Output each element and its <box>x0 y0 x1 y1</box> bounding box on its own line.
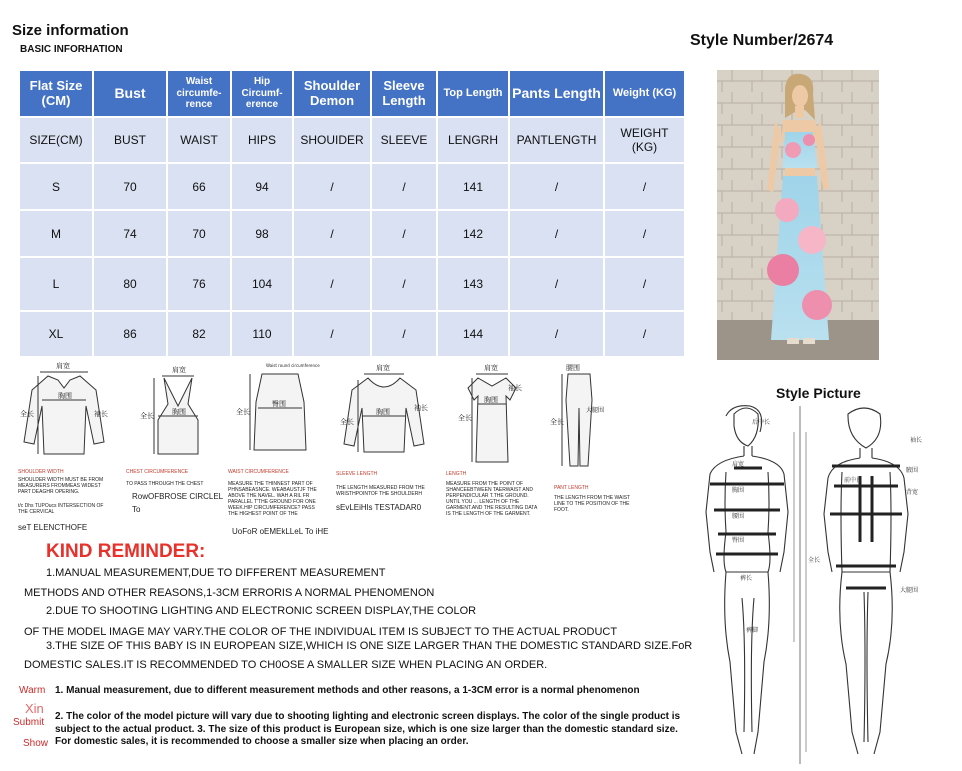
sub-sleeve: SLEEVE <box>371 117 437 163</box>
table-subheader-row <box>19 117 685 163</box>
guide-camisole <box>128 360 228 460</box>
guide-label: sEvLEiHls TESTADAR0 <box>336 503 422 512</box>
sketch-tag: 裤长 <box>740 575 753 582</box>
table-cell: / <box>604 311 685 357</box>
page-title: Size information <box>12 22 129 39</box>
guide-pants <box>548 360 608 472</box>
guide-label: 胸围 <box>376 408 390 416</box>
reminder-line: METHODS AND OTHER REASONS,1-3CM ERRORIS A NORMAL PHENOMENON <box>24 587 435 599</box>
guide-caption: MEASURE THE THINNEST PART OF PHNSABEASNCE. WEABAUSTJF THE ABOVE THE NAVEL. WAH A RIL FR PARALLEL T'THE GROUND FOR ONE WEEK.HIP CIRCUMFERENCE? PASS THE HIGHEST POINT OF THE <box>228 481 317 517</box>
guide-label: 袖长 <box>94 410 108 418</box>
guide-label: To <box>132 505 141 514</box>
guide-label: 臀围 <box>272 400 286 408</box>
reminder-line: 1.MANUAL MEASUREMENT,DUE TO DIFFERENT MEASUREMENT <box>46 567 386 579</box>
sketch-tag: 全长 <box>808 557 821 564</box>
reminder-line: DOMESTIC SALES.IT IS RECOMMENDED TO CH0OSE A SMALLER SIZE WHEN PLACING AN ORDER. <box>24 659 548 671</box>
page-subtitle: BASIC INFORHATION <box>20 44 123 55</box>
header-top-length: Top Length <box>437 70 509 117</box>
guide-label: 肩宽 <box>484 364 498 372</box>
warm-note: 2. The color of the model picture will vary due to shooting lighting and electronic screen displays. The color of the single product is subject to the actual product. 3. The size of this product is European size, which is one size larger than the domestic standard size. For domestic sales, it is recommended to choose a smaller size when placing an order. <box>55 711 681 747</box>
warm-note: 1. Manual measurement, due to different measurement methods and other reasons, a 1-3CM error is a normal phenomenon <box>55 685 640 696</box>
header-bust: Bust <box>93 70 167 117</box>
guide-label: 大腿围 <box>586 407 605 414</box>
header-sleeve: Sleeve Length <box>371 70 437 117</box>
size-table <box>18 69 686 358</box>
table-cell: / <box>293 311 371 357</box>
guide-longsleeve <box>334 360 434 460</box>
table-cell: / <box>371 210 437 257</box>
model-photo <box>717 70 879 360</box>
guide-caption-title: SLEEVE LENGTH <box>336 471 378 477</box>
warm-label: Show <box>23 738 49 749</box>
sketch-tag: 腰围 <box>732 513 745 520</box>
table-cell: / <box>371 311 437 357</box>
table-cell: 82 <box>167 311 231 357</box>
sketch-tag: 腋围 <box>906 467 919 474</box>
sub-hips: HIPS <box>231 117 293 163</box>
table-cell: / <box>293 210 371 257</box>
warm-label: Warm <box>19 685 46 696</box>
sub-size: SIZE(CM) <box>19 117 93 163</box>
guide-label: 袖长 <box>414 404 428 412</box>
sketch-tag: 袖长 <box>910 437 923 444</box>
warm-label: Xin <box>25 701 44 716</box>
sub-weight: WEIGHT (KG) <box>604 117 685 163</box>
guide-caption: TO PASS THROUGH THE CHEST <box>126 481 204 487</box>
guide-jacket <box>14 360 114 460</box>
sub-pantlength: PANTLENGTH <box>509 117 604 163</box>
guide-caption-title: SHOULDER WIDTH <box>18 469 64 475</box>
table-cell: / <box>604 163 685 210</box>
guide-label: 全长 <box>140 412 154 420</box>
sketch-tag: 大腿围 <box>900 587 919 594</box>
sub-waist: WAIST <box>167 117 231 163</box>
table-cell: / <box>371 257 437 311</box>
guide-label: 腰围 <box>566 364 580 372</box>
sub-length: LENGRH <box>437 117 509 163</box>
sketch-tag: 前中长 <box>844 477 863 484</box>
guide-label: RowOFBROSE CIRCLEL <box>132 492 224 501</box>
guide-dress <box>444 360 544 466</box>
header-shoulder: Shoulder Demon <box>293 70 371 117</box>
guide-caption: SHOULDER WIDTH MUST BE FROM MEASURERS FROMMEAS WIDEST PART DEAGHR OPERING. <box>18 477 104 495</box>
table-cell: 143 <box>437 257 509 311</box>
sketch-tag: 裤脚 <box>746 627 759 634</box>
header-hip: Hip Circumf-erence <box>231 70 293 117</box>
table-cell: 76 <box>167 257 231 311</box>
guide-label: 肩宽 <box>56 362 70 370</box>
guide-caption-title: WAIST CIRCUMFERENCE <box>228 469 289 475</box>
table-cell: 66 <box>167 163 231 210</box>
table-cell: 74 <box>93 210 167 257</box>
table-cell: 142 <box>437 210 509 257</box>
guide-label: 肩宽 <box>172 366 186 374</box>
warm-label: Submit <box>13 717 45 728</box>
guide-caption: t/c Dhs TUPOucs INTERSECTION OF THE CERVICAL <box>18 503 104 515</box>
guide-label: UoFoR oEMEkLLeL To iHE <box>232 527 329 536</box>
guide-label: 全长 <box>550 418 564 426</box>
reminder-line: 3.THE SIZE OF THIS BABY IS IN EUROPEAN SIZE,WHICH IS ONE SIZE LARGER THAN THE DOMESTIC STANDARD SIZE.FoR <box>46 640 693 652</box>
style-picture-label: Style Picture <box>776 385 861 401</box>
table-row <box>19 311 685 357</box>
table-row <box>19 257 685 311</box>
table-header-row <box>19 70 685 117</box>
sub-shoulder: SHOUIDER <box>293 117 371 163</box>
guide-label: 袖长 <box>508 384 522 392</box>
table-cell: / <box>293 163 371 210</box>
guide-label: 全长 <box>20 410 34 418</box>
sketch-tag: 臀围 <box>732 537 745 544</box>
table-cell: XL <box>19 311 93 357</box>
table-cell: / <box>604 210 685 257</box>
table-cell: / <box>293 257 371 311</box>
header-pants-length: Pants Length <box>509 70 604 117</box>
reminder-title: KIND REMINDER: <box>46 541 206 562</box>
sketch-tag: 胸围 <box>732 487 745 494</box>
table-cell: / <box>509 163 604 210</box>
reminder-line: OF THE MODEL IMAGE MAY VARY.THE COLOR OF THE INDIVIDUAL ITEM IS SUBJECT TO THE ACTUAL PRODUCT <box>24 626 618 638</box>
guide-label: seT ELENCTHOFE <box>18 523 88 532</box>
table-cell: 98 <box>231 210 293 257</box>
guide-label: 肩宽 <box>376 364 390 372</box>
table-row <box>19 210 685 257</box>
style-sketch <box>696 402 958 768</box>
guide-caption-title: PANT LENGTH <box>554 485 589 491</box>
reminder-line: 2.DUE TO SHOOTING LIGHTING AND ELECTRONIC SCREEN DISPLAY,THE COLOR <box>46 605 477 617</box>
table-row <box>19 163 685 210</box>
table-cell: M <box>19 210 93 257</box>
guide-label: 胸围 <box>484 396 498 404</box>
header-weight: Weight (KG) <box>604 70 685 117</box>
guide-label: 胸围 <box>172 408 186 416</box>
guide-caption: THE LENGTH FROM THE WAIST LINE TO THE POSITION OF THE FOOT. <box>554 495 631 513</box>
guide-caption: THE LENGTH MEASURED FROM THE WRISTHPOINTOF THE SHOULDERH <box>336 485 425 497</box>
sub-bust: BUST <box>93 117 167 163</box>
table-cell: 141 <box>437 163 509 210</box>
table-cell: 94 <box>231 163 293 210</box>
guide-label: 全长 <box>458 414 472 422</box>
table-cell: L <box>19 257 93 311</box>
guide-label: 胸围 <box>58 392 72 400</box>
table-cell: 110 <box>231 311 293 357</box>
table-cell: 70 <box>167 210 231 257</box>
table-cell: / <box>509 257 604 311</box>
guide-caption: MEASURE FROM THE POINT OF SHANCEEBTWEEN TAERWAIST AND PERPENDICULAR T.THE GROUND. UNTIL YOU ... LENGTH OF THE GARMENT.AND THE RESULTING DATA IS THE LENGTH OF THE GARMENT. <box>446 481 538 517</box>
sketch-tag: 后中长 <box>752 419 771 426</box>
table-cell: / <box>509 311 604 357</box>
guide-skirt <box>230 360 330 460</box>
style-number: Style Number/2674 <box>690 32 834 49</box>
header-waist: Waist circumfe-rence <box>167 70 231 117</box>
header-flat-size: Flat Size (CM) <box>19 70 93 117</box>
guide-label: 全长 <box>236 408 250 416</box>
table-cell: 104 <box>231 257 293 311</box>
sketch-tag: 背宽 <box>906 489 919 496</box>
table-cell: / <box>371 163 437 210</box>
guide-label: Waist round circumference <box>266 363 320 368</box>
guide-caption-title: LENGTH <box>446 471 467 477</box>
sketch-tag: 肩宽 <box>732 461 745 468</box>
guide-label: 全长 <box>340 418 354 426</box>
table-cell: / <box>604 257 685 311</box>
table-cell: 144 <box>437 311 509 357</box>
table-cell: / <box>509 210 604 257</box>
guide-caption-title: CHEST CIRCUMFERENCE <box>126 469 189 475</box>
table-cell: 86 <box>93 311 167 357</box>
table-cell: S <box>19 163 93 210</box>
table-cell: 80 <box>93 257 167 311</box>
table-cell: 70 <box>93 163 167 210</box>
